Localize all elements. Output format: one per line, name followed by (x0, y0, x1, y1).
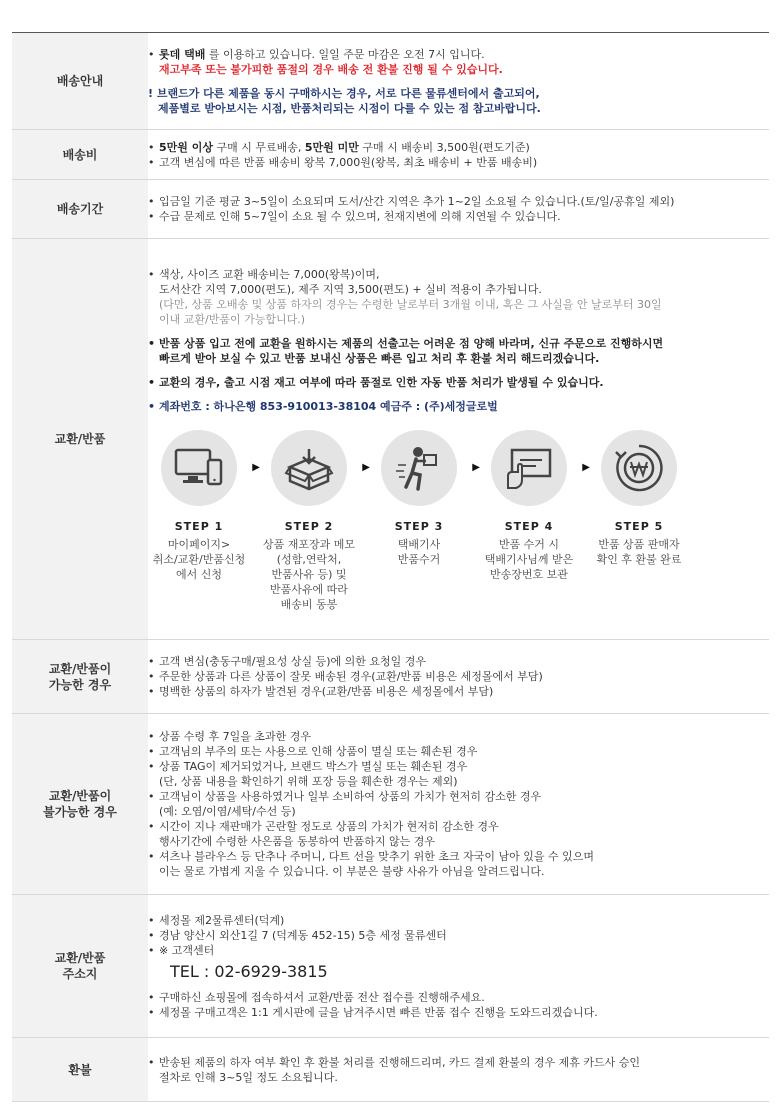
list-item: • 구매하신 쇼핑몰에 접속하셔서 교환/반품 전산 접수를 진행해주세요. (148, 990, 769, 1005)
step-desc (474, 537, 584, 582)
list-item: • 셔츠나 블라우스 등 단추나 주머니, 다트 선을 맞추기 위한 초크 자국이 남아 있을 수 있으며 (148, 849, 769, 864)
computer-icon (161, 430, 237, 506)
exchange-return-body (148, 239, 769, 640)
delivery-man-icon (381, 430, 457, 506)
list-item: • 시간이 지나 재판매가 곤란할 정도로 상품의 가치가 현저히 감소한 경우 (148, 819, 769, 834)
exchange-fee-line-1: • 색상, 사이즈 교환 배송비는 7,000(왕복)이며, (148, 267, 769, 282)
exchange-fee-line-3: (다만, 상품 오배송 및 상품 하자의 경우는 수령한 날로부터 3개월 이내, 혹은 그 사실을 안 날로부터 30일 (159, 297, 662, 311)
refund-row (12, 1038, 769, 1102)
refund-line-1: • 반송된 제품의 하자 여부 확인 후 환불 처리를 진행해드리며, 카드 결제 환불의 경우 제휴 카드사 승인 (148, 1055, 769, 1070)
paid-text: 구매 시 배송비 3,500원(편도기준) (358, 140, 530, 154)
possible-header-line-2: 가능한 경우 (48, 677, 112, 692)
policy-table-wrapper (12, 32, 769, 1102)
shipping-period-body (148, 180, 769, 239)
stock-warning-text: 재고부족 또는 불가피한 품절의 경우 배송 전 환불 진행 될 수 있습니다. (159, 62, 503, 76)
return-address-body (148, 895, 769, 1038)
account-info: • 계좌번호 : 하나은행 853-910013-38104 예금주 : (주)세정글로벌 (148, 399, 769, 414)
exchange-return-row (12, 239, 769, 640)
refund-header: 환불 (12, 1038, 148, 1102)
step-desc-line: 마이페이지> (167, 537, 231, 551)
pre-release-notice-1: • 반품 상품 입고 전에 교환을 원하시는 제품의 선출고는 어려운 점 양해 바라며, 신규 주문으로 진행하시면 (148, 336, 769, 351)
step-desc-line: (성함,연락처, (276, 552, 342, 566)
paid-threshold: 5만원 미만 (304, 140, 359, 154)
return-address-header (12, 895, 148, 1038)
step-desc (144, 537, 254, 582)
shipping-fee-body (148, 130, 769, 180)
shipping-period-row (12, 180, 769, 239)
pre-release-notice-2: 빠르게 받아 보실 수 있고 반품 보내신 상품은 빠른 입고 처리 후 환불 처리 해드리겠습니다. (159, 351, 600, 365)
step-arrow-icon: ▶ (582, 461, 590, 473)
step-desc-line: 반품 상품 판매자 (598, 537, 680, 551)
shipping-fee-line-2: • 고객 변심에 따른 반품 배송비 왕복 7,000원(왕복, 최초 배송비 + 반품 배송비) (148, 155, 769, 170)
possible-cases-body (148, 640, 769, 714)
refund-body (148, 1038, 769, 1102)
step-desc-line: 반품사유에 따라 (270, 582, 348, 596)
box-icon (271, 430, 347, 506)
step-desc-line: 배송비 동봉 (280, 597, 338, 611)
step-1 (144, 430, 260, 612)
invoice-icon (491, 430, 567, 506)
impossible-cases-body (148, 714, 769, 895)
list-item: • 주문한 상품과 다른 상품이 잘못 배송된 경우(교환/반품 비용은 세정몰에서 부담) (148, 669, 769, 684)
address-header-line-2: 주소지 (62, 967, 98, 981)
list-item-continued: 행사기간에 수령한 사은품을 동봉하여 반품하지 않는 경우 (159, 835, 436, 848)
courier-name: 롯데 택배 (159, 47, 206, 61)
shipping-info-body (148, 33, 769, 130)
step-4 (474, 430, 590, 612)
possible-cases-row (12, 640, 769, 714)
list-item: • 고객 변심(충동구매/필요성 상실 등)에 의한 요청일 경우 (148, 654, 769, 669)
shipping-period-line-1: • 입금일 기준 평균 3~5일이 소요되며 도서/산간 지역은 추가 1~2일 소요될 수 있습니다.(토/일/공휴일 제외) (148, 194, 769, 209)
step-label: STEP 2 (284, 519, 334, 533)
step-label: STEP 4 (504, 519, 554, 533)
free-text: 구매 시 무료배송, (213, 140, 305, 154)
step-arrow-icon: ▶ (362, 461, 370, 473)
list-item: • 세정몰 구매고객은 1:1 게시판에 글을 남겨주시면 빠른 반품 접수 진행을 도와드리겠습니다. (148, 1005, 769, 1020)
step-desc (584, 537, 694, 567)
step-label: STEP 5 (614, 519, 664, 533)
step-desc-line: 취소/교환/반품신청 (152, 552, 246, 566)
list-item: • 고객님이 상품을 사용하였거나 일부 소비하여 상품의 가치가 현저히 감소한 경우 (148, 789, 769, 804)
free-threshold: 5만원 이상 (159, 140, 213, 154)
customer-center-tel: TEL : 02-6929-3815 (170, 961, 328, 981)
step-5 (584, 430, 694, 612)
policy-table (12, 32, 769, 1102)
step-desc-line: 반품수거 (397, 552, 441, 566)
step-2 (254, 430, 370, 612)
list-item: • 고객님의 부주의 또는 사용으로 인해 상품이 멸실 또는 훼손된 경우 (148, 744, 769, 759)
shipping-fee-row (12, 130, 769, 180)
step-label: STEP 3 (394, 519, 444, 533)
step-arrow-icon: ▶ (472, 461, 480, 473)
shipping-period-line-2: • 수급 문제로 인해 5~7일이 소요 될 수 있으며, 천재지변에 의해 지연될 수 있습니다. (148, 209, 769, 224)
impossible-cases-header (12, 714, 148, 895)
step-arrow-icon: ▶ (252, 461, 260, 473)
shipping-fee-header: 배송비 (12, 130, 148, 180)
refund-line-2: 절차로 인해 3~5일 정도 소요됩니다. (159, 1070, 338, 1084)
warehouse-name: • 세정몰 제2물류센터(덕계) (148, 913, 769, 928)
step-desc-line: 택배기사님께 받은 (484, 552, 574, 566)
step-desc-line: 에서 신청 (175, 567, 222, 581)
return-address-row (12, 895, 769, 1038)
list-item-continued: (예: 오염/이염/세탁/수선 등) (159, 805, 296, 818)
refund-won-icon (601, 430, 677, 506)
list-item: • 상품 수령 후 7일을 초과한 경우 (148, 729, 769, 744)
step-desc-line: 반품 수거 시 (498, 537, 560, 551)
step-3 (364, 430, 480, 612)
possible-header-line-1: 교환/반품이 (48, 661, 112, 676)
warehouse-address: • 경남 양산시 외산1길 7 (덕계동 452-15) 5층 세정 물류센터 (148, 928, 769, 943)
shipping-info-text: 를 이용하고 있습니다. 일일 주문 마감은 오전 7시 입니다. (208, 47, 485, 61)
step-desc-line: 상품 재포장과 메모 (262, 537, 355, 551)
shipping-info-row (12, 33, 769, 130)
list-item: • 상품 TAG이 제거되었거나, 브랜드 박스가 멸실 또는 훼손된 경우 (148, 759, 769, 774)
brand-notice-line-2: 제품별로 받아보시는 시점, 반품처리되는 시점이 다를 수 있는 점 참고바랍니다. (158, 101, 541, 115)
address-header-line-1: 교환/반품 (54, 951, 106, 965)
impossible-header-line-1: 교환/반품이 (48, 789, 112, 803)
possible-cases-header (12, 640, 148, 714)
brand-notice-line-1: ! 브랜드가 다른 제품을 동시 구매하시는 경우, 서로 다른 물류센터에서 출고되어, (148, 86, 540, 100)
list-item-continued: 이는 물로 가볍게 지울 수 있습니다. 이 부분은 불량 사유가 아님을 알려드립니다. (159, 865, 545, 878)
list-item-continued: (단, 상품 내용을 확인하기 위해 포장 등을 훼손한 경우는 제외) (159, 775, 458, 788)
step-desc-line: 반품사유 등) 및 (271, 567, 347, 581)
impossible-cases-row (12, 714, 769, 895)
shipping-fee-line-1 (148, 140, 769, 155)
step-desc-line: 반송장번호 보관 (490, 567, 568, 581)
auto-return-notice: • 교환의 경우, 출고 시점 재고 여부에 따라 품절로 인한 자동 반품 처리가 발생될 수 있습니다. (148, 375, 769, 390)
shipping-period-header: 배송기간 (12, 180, 148, 239)
exchange-fee-line-4: 이내 교환/반품이 가능합니다.) (159, 312, 305, 326)
exchange-fee-line-2: 도서산간 지역 7,000(편도), 제주 지역 3,500(편도) + 실비 적용이 추가됩니다. (159, 282, 542, 296)
list-item: • 명백한 상품의 하자가 발견된 경우(교환/반품 비용은 세정몰에서 부담) (148, 684, 769, 699)
step-desc-line: 확인 후 환불 완료 (596, 552, 682, 566)
step-desc (364, 537, 474, 567)
shipping-info-header: 배송안내 (12, 33, 148, 130)
return-steps (144, 430, 769, 612)
exchange-return-header: 교환/반품 (12, 239, 148, 640)
shipping-info-line-1 (148, 47, 769, 62)
step-desc-line: 택배기사 (397, 537, 441, 551)
impossible-header-line-2: 불가능한 경우 (43, 805, 117, 819)
step-label: STEP 1 (174, 519, 224, 533)
customer-center-label: • ※ 고객센터 (148, 943, 769, 958)
step-desc (254, 537, 364, 612)
